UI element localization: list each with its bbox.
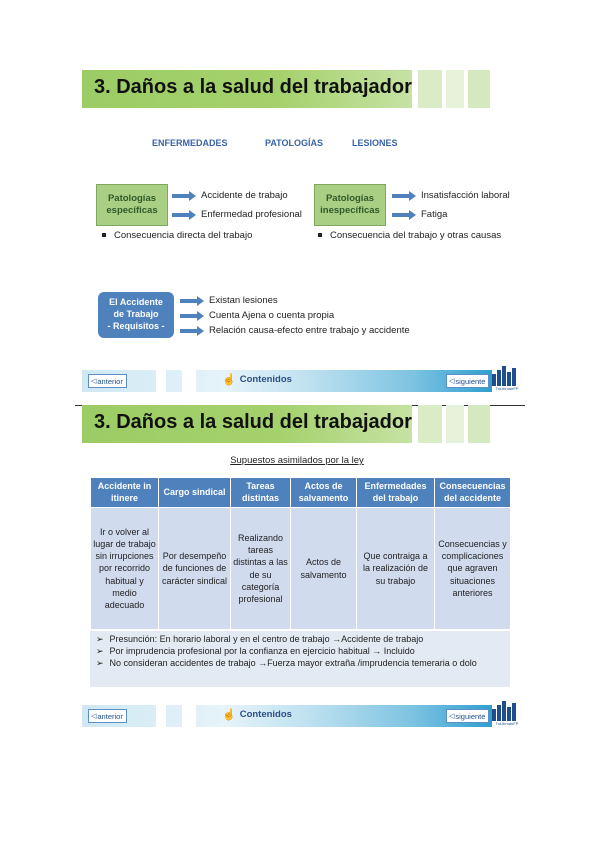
arrowhead-bullet-icon: ➢ (96, 634, 104, 644)
table-header-row (91, 478, 511, 508)
prev-arrow-icon: ◁ (91, 713, 97, 720)
note-item: ➢ Presunción: En horario laboral y en el centro de trabajo →Accidente de trabajo (96, 634, 424, 644)
slide-title: 3. Daños a la salud del trabajador (94, 411, 412, 433)
note-item: ➢ No consideran accidentes de trabajo →Fuerza mayor extraña /imprudencia temeraria o dolo (96, 658, 477, 669)
prev-button[interactable]: ◁ anterior (88, 374, 127, 388)
arrow-right-icon (392, 191, 416, 201)
contenidos-link[interactable]: ☝ Contenidos (222, 709, 292, 721)
supuestos-table (90, 477, 511, 630)
prev-arrow-icon: ◁ (91, 378, 97, 385)
table-cell: Realizando tareas distintas a las de su categoría profesional (231, 508, 291, 630)
slide-title: 3. Daños a la salud del trabajador (94, 76, 412, 98)
arrow-right-icon (180, 311, 204, 321)
table-row (91, 508, 511, 630)
arrowhead-bullet-icon: ➢ (96, 658, 104, 669)
tag-patologias: PATOLOGÍAS (265, 138, 324, 148)
arrow-right-icon (180, 296, 204, 306)
box-patologias-inespecificas: Patologías inespecíficas (314, 184, 386, 226)
item-fatiga: Fatiga (392, 209, 447, 220)
requisito-cuenta: Cuenta Ajena o cuenta propia (180, 310, 334, 321)
arrow-right-icon (180, 326, 204, 336)
col-header: Accidente in itinere (91, 478, 159, 508)
requisito-lesiones: Existan lesiones (180, 295, 278, 306)
arrowhead-bullet-icon: ➢ (96, 646, 104, 657)
table-cell: Consecuencias y complicaciones que agraven situaciones anteriores (435, 508, 511, 630)
item-accidente-trabajo: Accidente de trabajo (172, 190, 288, 201)
table-cell: Por desempeño de funciones de carácter sindical (159, 508, 231, 630)
table-cell: Que contraiga a la realización de su trabajo (357, 508, 435, 630)
next-button[interactable]: ◁ siguiente (446, 374, 489, 388)
contenidos-link[interactable]: ☝ Contenidos (222, 374, 292, 386)
tag-enfermedades: ENFERMEDADES (152, 138, 228, 148)
item-enfermedad-profesional: Enfermedad profesional (172, 209, 302, 220)
requisito-causa-efecto: Relación causa-efecto entre trabajo y accidente (180, 325, 410, 336)
tulibrodefp-logo: TuLibrodeFP (492, 366, 522, 396)
nav-bar (82, 366, 522, 396)
col-header: Actos de salvamento (291, 478, 357, 508)
notes-box (90, 631, 510, 687)
hand-pointer-icon: ☝ (222, 709, 236, 721)
arrow-right-icon (172, 210, 196, 220)
table-cell: Ir o volver al lugar de trabajo sin irrupciones por recorrido habitual y medio adecuado (91, 508, 159, 630)
col-header: Consecuencias del accidente (435, 478, 511, 508)
prev-button[interactable]: ◁ anterior (88, 709, 127, 723)
box-accidente-requisitos: El Accidente de Trabajo - Requisitos - (98, 292, 174, 338)
next-arrow-icon: ◁ (449, 713, 455, 720)
col-header: Cargo sindical (159, 478, 231, 508)
arrow-right-icon (392, 210, 416, 220)
title-band (82, 70, 492, 108)
nav-bar (82, 701, 522, 731)
bullet-consecuencia-directa: Consecuencia directa del trabajo (102, 230, 252, 241)
hand-pointer-icon: ☝ (222, 374, 236, 386)
note-item: ➢ Por imprudencia profesional por la confianza en ejercicio habitual → Incluido (96, 646, 415, 657)
bullet-consecuencia-otras: Consecuencia del trabajo y otras causas (318, 230, 501, 241)
next-arrow-icon: ◁ (449, 378, 455, 385)
col-header: Tareas distintas (231, 478, 291, 508)
next-button[interactable]: ◁ siguiente (446, 709, 489, 723)
tag-lesiones: LESIONES (352, 138, 398, 148)
item-insatisfaccion: Insatisfacción laboral (392, 190, 510, 201)
table-caption: Supuestos asimilados por la ley (230, 455, 364, 466)
title-band (82, 405, 492, 443)
tulibrodefp-logo: TuLibrodeFP (492, 701, 522, 731)
slide-2 (82, 405, 519, 740)
arrow-right-icon (172, 191, 196, 201)
table-cell: Actos de salvamento (291, 508, 357, 630)
box-patologias-especificas: Patologías específicas (96, 184, 168, 226)
col-header: Enfermedades del trabajo (357, 478, 435, 508)
slide-1 (82, 70, 519, 400)
